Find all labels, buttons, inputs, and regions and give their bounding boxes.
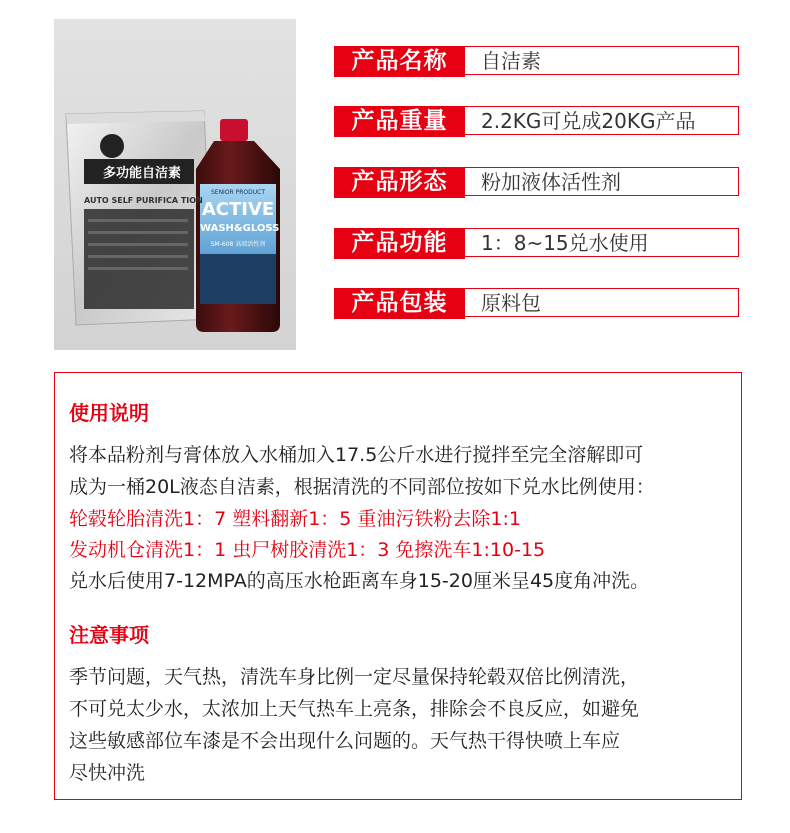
bottle-name: ACTIVE — [201, 199, 275, 220]
pouch-subtitle: AUTO SELF PURIFICA TION — [84, 196, 203, 205]
instructions-box — [54, 372, 742, 800]
bottle-code: SM-608 高端活性剂 — [210, 241, 266, 248]
pouch-title: 多功能自洁素 — [102, 166, 181, 181]
usage-line: 兑水后使用7-12MPA的高压水枪距离车身15-20厘米呈45度角冲洗。 — [69, 570, 650, 592]
bottle-tagline: WASH&GLOSS — [200, 223, 280, 234]
powder-pouch — [66, 111, 214, 325]
usage-line-highlight: 轮毂轮胎清洗1：7 塑料翻新1：5 重油污铁粉去除1:1 — [69, 508, 522, 530]
bottle-brand: SENIOR PRODUCT — [210, 189, 266, 196]
notes-line: 季节问题，天气热，清洗车身比例一定尽量保持轮毂双倍比例清洗， — [69, 666, 640, 688]
spec-label: 产品重量 — [334, 106, 465, 137]
usage-line: 成为一桶20L液态自洁素，根据清洗的不同部位按如下兑水比例使用： — [69, 476, 655, 498]
spec-value: 2.2KG可兑成20KG产品 — [465, 106, 739, 135]
spec-row-form — [334, 167, 739, 198]
spec-label: 产品名称 — [334, 46, 465, 77]
spec-value: 自洁素 — [465, 46, 739, 75]
notes-line: 不可兑太少水，太浓加上天气热车上亮条，排除会不良反应，如避免 — [69, 698, 640, 720]
spec-value: 原料包 — [465, 288, 739, 317]
spec-row-weight — [334, 106, 739, 137]
spec-row-packaging — [334, 288, 739, 319]
notes-line: 这些敏感部位车漆是不会出现什么问题的。天气热干得快喷上车应 — [69, 730, 621, 752]
product-illustration — [54, 19, 296, 350]
spec-value: 1：8~15兑水使用 — [465, 228, 739, 257]
spec-label: 产品功能 — [334, 228, 465, 259]
spec-value: 粉加液体活性剂 — [465, 167, 739, 196]
spec-label: 产品形态 — [334, 167, 465, 198]
notes-line: 尽快冲洗 — [69, 762, 146, 784]
product-photo — [54, 19, 296, 350]
spec-row-function — [334, 228, 739, 259]
notes-heading: 注意事项 — [69, 623, 149, 647]
spec-row-name — [334, 46, 739, 77]
usage-heading: 使用说明 — [69, 401, 149, 425]
spec-label: 产品包装 — [334, 288, 465, 319]
usage-line-highlight: 发动机仓清洗1：1 虫尸树胶清洗1：3 免擦洗车1:10-15 — [69, 539, 546, 561]
usage-line: 将本品粉剂与膏体放入水桶加入17.5公斤水进行搅拌至完全溶解即可 — [69, 444, 644, 466]
